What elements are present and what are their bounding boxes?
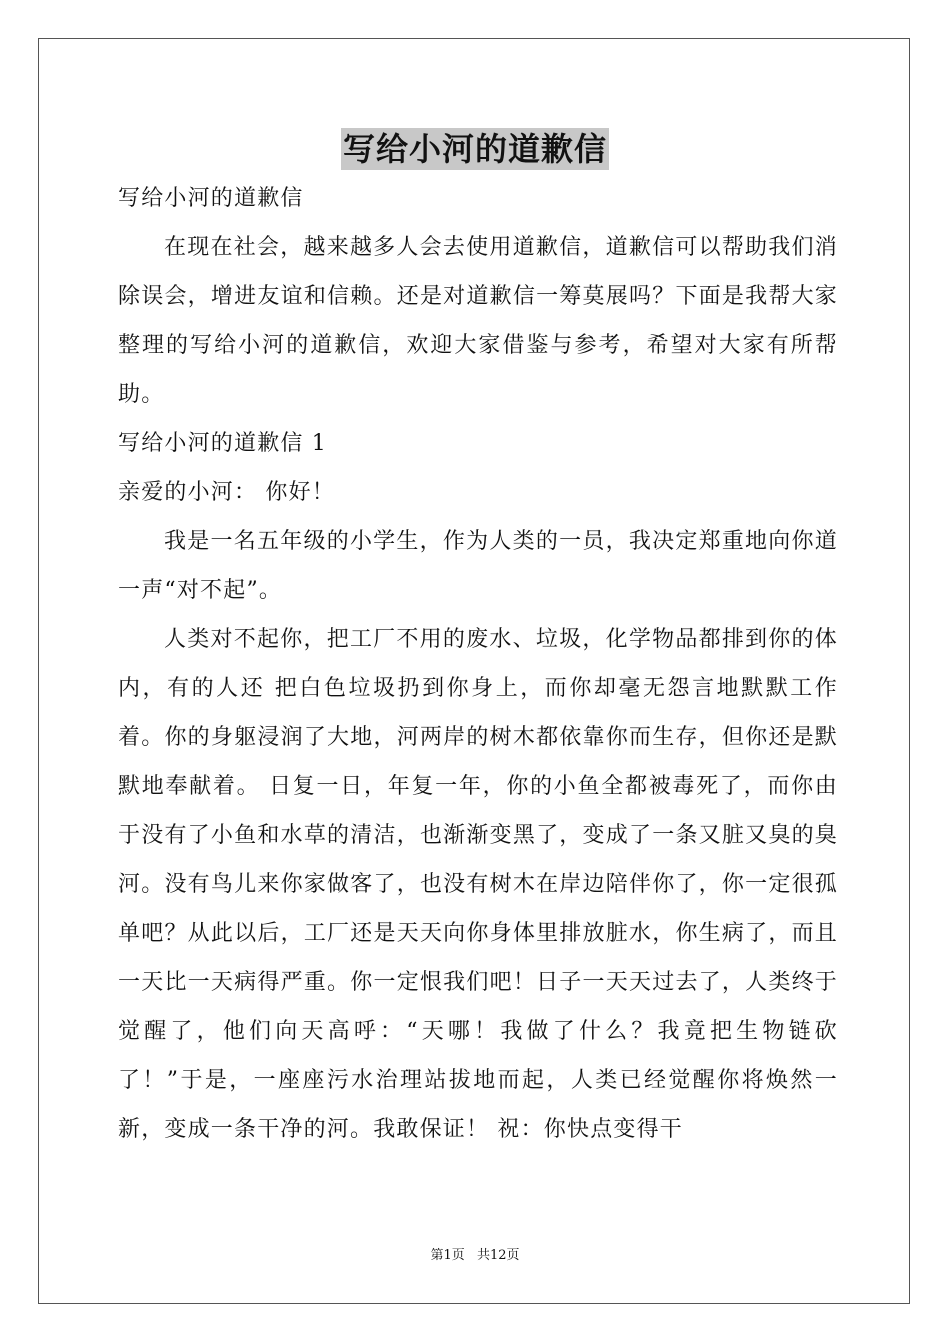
paragraph: 写给小河的道歉信	[118, 186, 304, 211]
paragraph: 人类对不起你，把工厂不用的废水、垃圾，化学物品都排到你的体内，有的人还 把白色垃圾扔到你身上，而你却毫无怨言地默默工作着。你的身躯浸润了大地，河两岸的树木都依靠你而生存，但你还是默默地奉献着。 日复一日，年复一年，你的小鱼全都被毒死了，而你由于没有了小鱼和水草的清洁，也渐渐变黑了，变成了一条又脏又臭的臭河。没有鸟儿来你家做客了，也没有树木在岸边陪伴你了，你一定很孤单吧？从此以后，工厂还是天天向你身体里排放脏水，你生病了，而且一天比一天病得严重。你一定恨我们吧！日子一天天过去了，人类终于觉醒了，他们向天高呼：“天哪！我做了什么？我竟把生物链砍了！”于是，一座座污水治理站拔地而起，人类已经觉醒你将焕然一新，变成一条干净的河。我敢保证！ 祝：你快点变得干	[118, 627, 838, 1142]
title-container	[0, 128, 950, 170]
page-total: 共12页	[476, 1248, 520, 1263]
document-body	[118, 174, 838, 1154]
page-footer	[0, 1246, 950, 1266]
paragraph: 亲爱的小河： 你好！	[118, 480, 335, 505]
page-number: 第1页	[430, 1248, 465, 1263]
paragraph: 在现在社会，越来越多人会去使用道歉信，道歉信可以帮助我们消除误会，增进友谊和信赖。还是对道歉信一筹莫展吗？下面是我帮大家整理的写给小河的道歉信，欢迎大家借鉴与参考，希望对大家有所帮助。	[118, 235, 838, 407]
paragraph: 我是一名五年级的小学生，作为人类的一员，我决定郑重地向你道一声“对不起”。	[118, 529, 838, 603]
document-title: 写给小河的道歉信	[342, 130, 607, 168]
paragraph: 写给小河的道歉信 1	[118, 431, 327, 456]
